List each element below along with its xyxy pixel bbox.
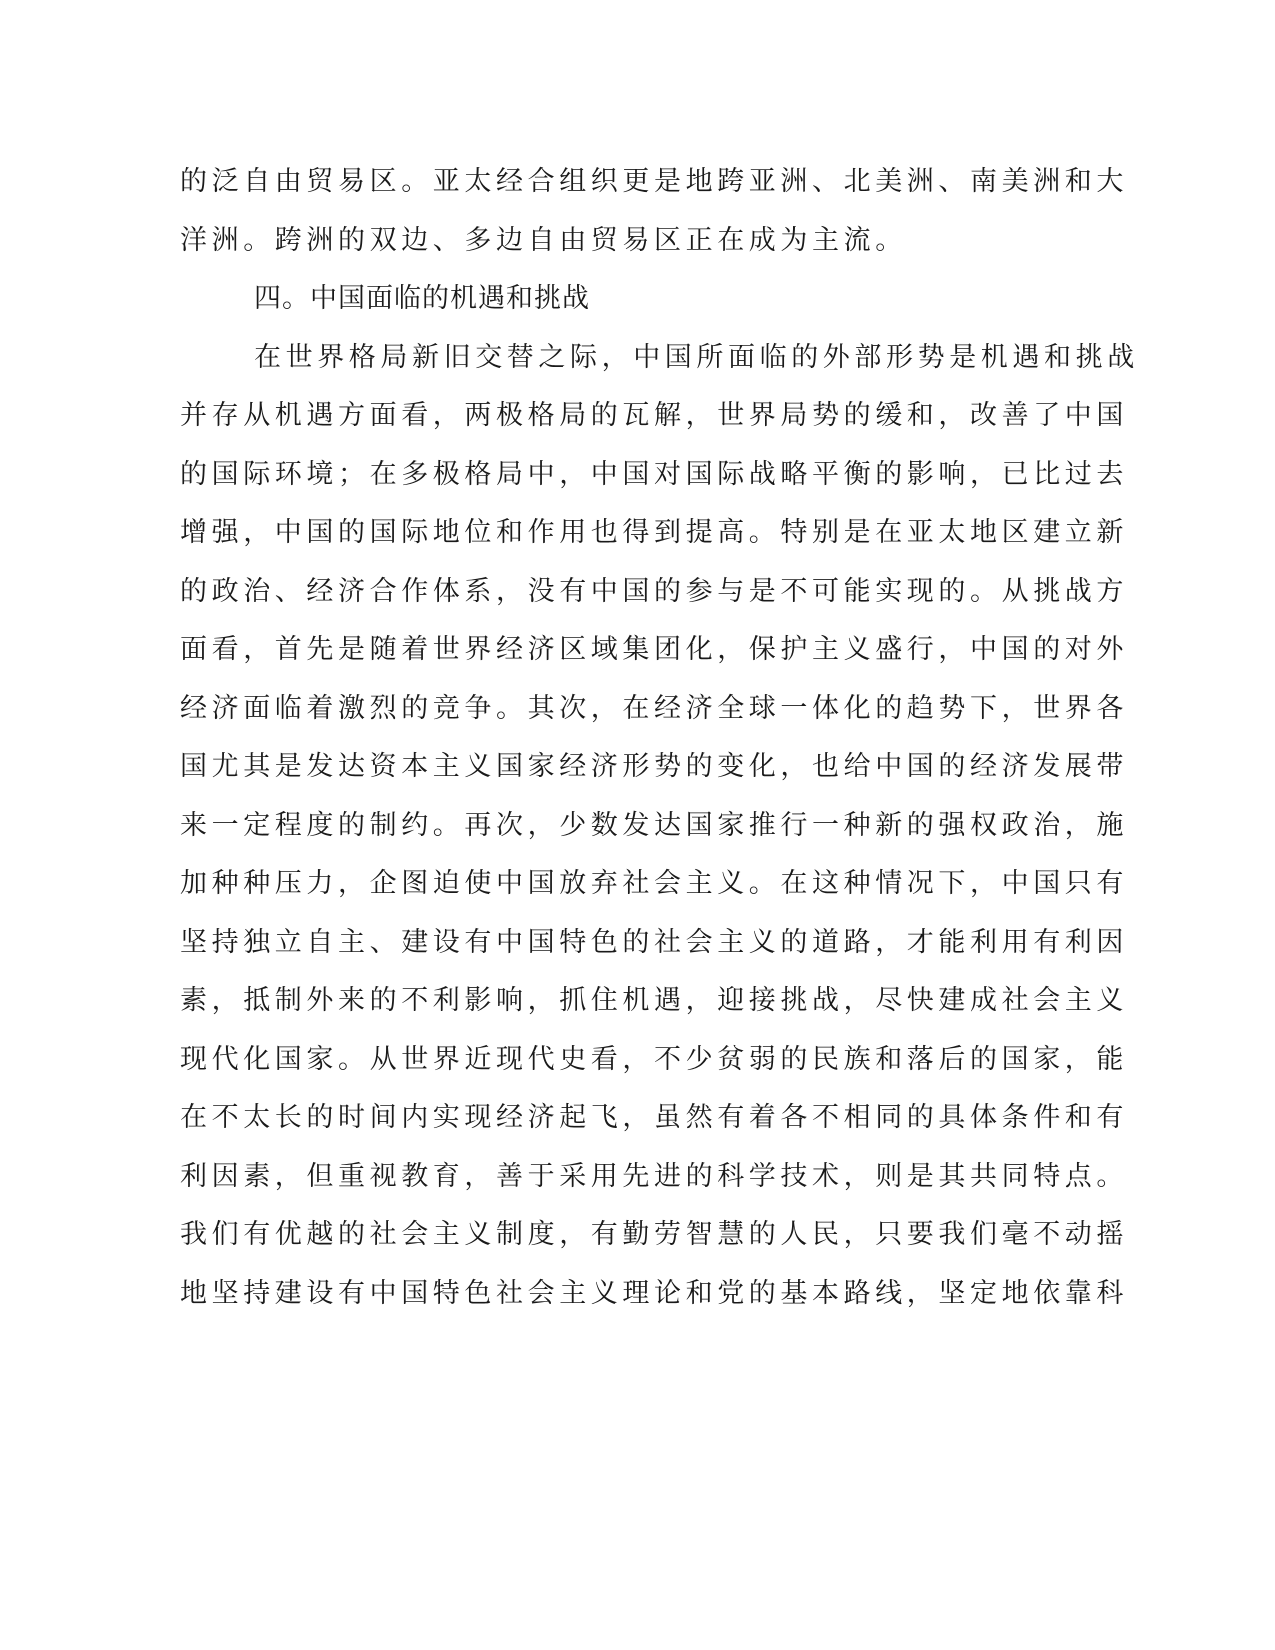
- text-line: 地坚持建设有中国特色社会主义理论和党的基本路线，坚定地依靠科: [180, 1278, 1128, 1309]
- text-line: 国尤其是发达资本主义国家经济形势的变化，也给中国的经济发展带: [180, 751, 1128, 782]
- paragraph-first-line: 在世界格局新旧交替之际，中国所面临的外部形势是机遇和挑战: [254, 342, 1139, 373]
- text-line: 的泛自由贸易区。亚太经合组织更是地跨亚洲、北美洲、南美洲和大: [180, 166, 1128, 197]
- text-line: 素，抵制外来的不利影响，抓住机遇，迎接挑战，尽快建成社会主义: [180, 985, 1128, 1016]
- text-line: 经济面临着激烈的竞争。其次，在经济全球一体化的趋势下，世界各: [180, 693, 1128, 724]
- text-line: 加种种压力，企图迫使中国放弃社会主义。在这种情况下，中国只有: [180, 868, 1128, 899]
- text-line: 并存从机遇方面看，两极格局的瓦解，世界局势的缓和，改善了中国: [180, 400, 1128, 431]
- text-line: 坚持独立自主、建设有中国特色的社会主义的道路，才能利用有利因: [180, 927, 1128, 958]
- text-line: 来一定程度的制约。再次，少数发达国家推行一种新的强权政治，施: [180, 810, 1128, 841]
- text-line: 现代化国家。从世界近现代史看，不少贫弱的民族和落后的国家，能: [180, 1044, 1128, 1075]
- text-line: 利因素，但重视教育，善于采用先进的科学技术，则是其共同特点。: [180, 1161, 1128, 1192]
- text-line: 的政治、经济合作体系，没有中国的参与是不可能实现的。从挑战方: [180, 576, 1128, 607]
- text-line: 洋洲。跨洲的双边、多边自由贸易区正在成为主流。: [180, 225, 907, 256]
- text-line: 在不太长的时间内实现经济起飞，虽然有着各不相同的具体条件和有: [180, 1102, 1128, 1133]
- section-heading: 四。中国面临的机遇和挑战: [254, 283, 590, 314]
- text-line: 面看，首先是随着世界经济区域集团化，保护主义盛行，中国的对外: [180, 634, 1128, 665]
- text-line: 我们有优越的社会主义制度，有勤劳智慧的人民，只要我们毫不动摇: [180, 1219, 1128, 1250]
- text-line: 的国际环境；在多极格局中，中国对国际战略平衡的影响，已比过去: [180, 459, 1128, 490]
- text-line: 增强，中国的国际地位和作用也得到提高。特别是在亚太地区建立新: [180, 517, 1128, 548]
